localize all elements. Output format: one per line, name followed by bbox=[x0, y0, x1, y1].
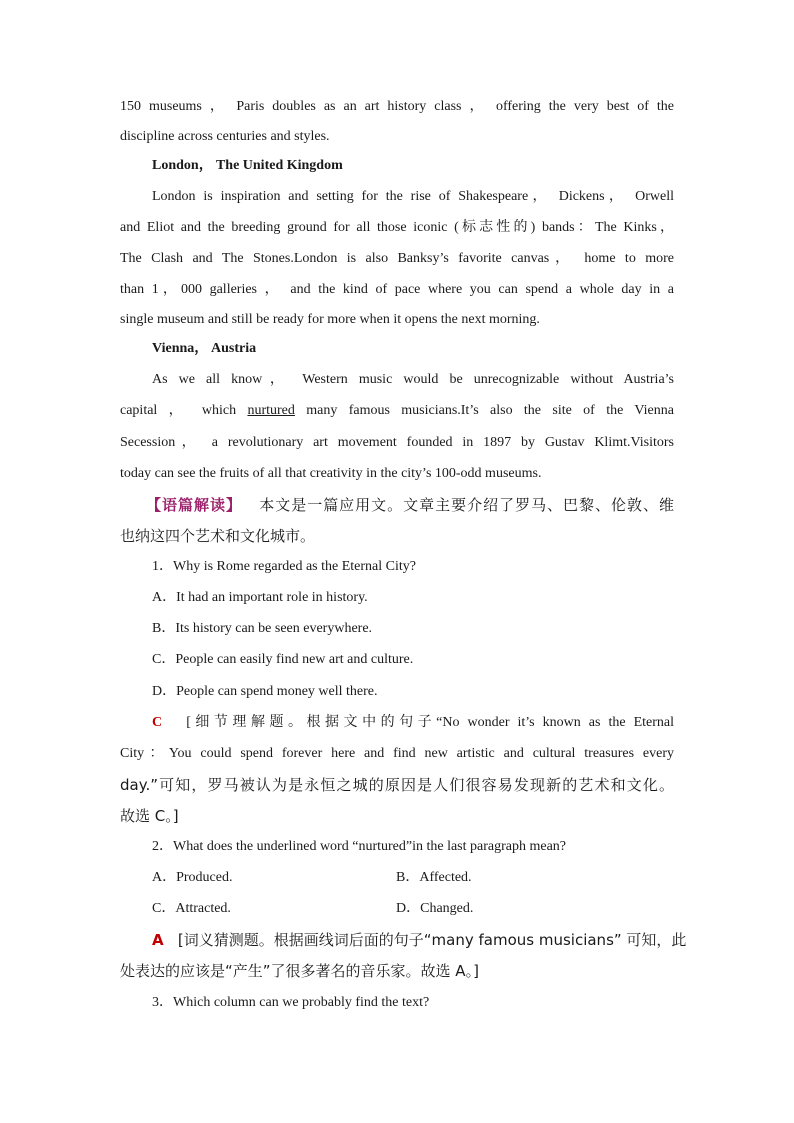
passage-line bbox=[120, 401, 674, 421]
passage-line: London is inspiration and setting for the rise of Shakespeare， Dickens， Orwell bbox=[152, 189, 674, 204]
passage-line: As we all know， Western music would be unrecognizable without Austria’s bbox=[152, 372, 674, 387]
question-stem: 2．What does the underlined word “nurtured”in the last paragraph mean? bbox=[152, 839, 567, 854]
passage-line: 150 museums ， Paris doubles as an art history class ， offering the very best of the bbox=[120, 99, 674, 114]
analysis-line: 也纳这四个艺术和文化城市。 bbox=[120, 527, 316, 545]
explanation-text: [细节理解题。根据文中的句子“No wonder it’s known as the Eternal bbox=[186, 715, 675, 730]
section-heading-vienna: Vienna， Austria bbox=[152, 341, 257, 356]
analysis-label: 【语篇解读】 bbox=[146, 496, 242, 514]
option-d: D．People can spend money well there. bbox=[152, 684, 378, 699]
passage-line: discipline across centuries and styles. bbox=[120, 129, 330, 144]
passage-line: than 1，000 galleries ， and the kind of pace where you can spend a whole day in a bbox=[120, 282, 674, 297]
question-stem: 1．Why is Rome regarded as the Eternal City? bbox=[152, 559, 416, 574]
option-a: A．Produced. bbox=[152, 870, 233, 885]
passage-line: and Eliot and the breeding ground for all those iconic (标志性的) bands：The Kinks， bbox=[120, 220, 674, 235]
option-b: B．Affected. bbox=[396, 870, 472, 885]
analysis-text: 本文是一篇应用文。文章主要介绍了罗马、巴黎、伦敦、维 bbox=[259, 496, 674, 514]
explanation-line bbox=[152, 930, 687, 950]
explanation-text: [词义猜测题。根据画线词后面的句子“many famous musicians” 可知，此 bbox=[177, 931, 687, 949]
option-d: D．Changed. bbox=[396, 901, 474, 916]
section-heading-london: London， The United Kingdom bbox=[152, 158, 343, 173]
option-c: C．People can easily find new art and culture. bbox=[152, 652, 414, 667]
passage-line: Secession， a revolutionary art movement founded in 1897 by Gustav Klimt.Visitors bbox=[120, 435, 674, 450]
explanation-line: 故选 C。] bbox=[120, 807, 179, 825]
passage-line: The Clash and The Stones.London is also Banksy’s favorite canvas， home to more bbox=[120, 251, 674, 266]
answer-letter: A bbox=[152, 931, 164, 949]
option-a: A．It had an important role in history. bbox=[152, 590, 368, 605]
underlined-word: nurtured bbox=[247, 403, 295, 418]
analysis-line bbox=[146, 495, 674, 515]
answer-letter: C bbox=[152, 715, 163, 730]
question-stem: 3．Which column can we probably find the text? bbox=[152, 995, 430, 1010]
passage-line: today can see the fruits of all that creativity in the city’s 100-odd museums. bbox=[120, 466, 542, 481]
option-c: C．Attracted. bbox=[152, 901, 231, 916]
explanation-line: 处表达的应该是“产生”了很多著名的音乐家。故选 A。] bbox=[120, 962, 479, 980]
passage-text: capital ， which bbox=[120, 403, 248, 418]
explanation-line bbox=[152, 713, 674, 733]
option-b: B．Its history can be seen everywhere. bbox=[152, 621, 373, 636]
explanation-line: day.”可知，罗马被认为是永恒之城的原因是人们很容易发现新的艺术和文化。 bbox=[120, 776, 674, 794]
explanation-line: City：You could spend forever here and find new artistic and cultural treasures every bbox=[120, 746, 674, 761]
passage-line: single museum and still be ready for more when it opens the next morning. bbox=[120, 312, 540, 327]
passage-text: many famous musicians.It’s also the site of the Vienna bbox=[294, 403, 674, 418]
